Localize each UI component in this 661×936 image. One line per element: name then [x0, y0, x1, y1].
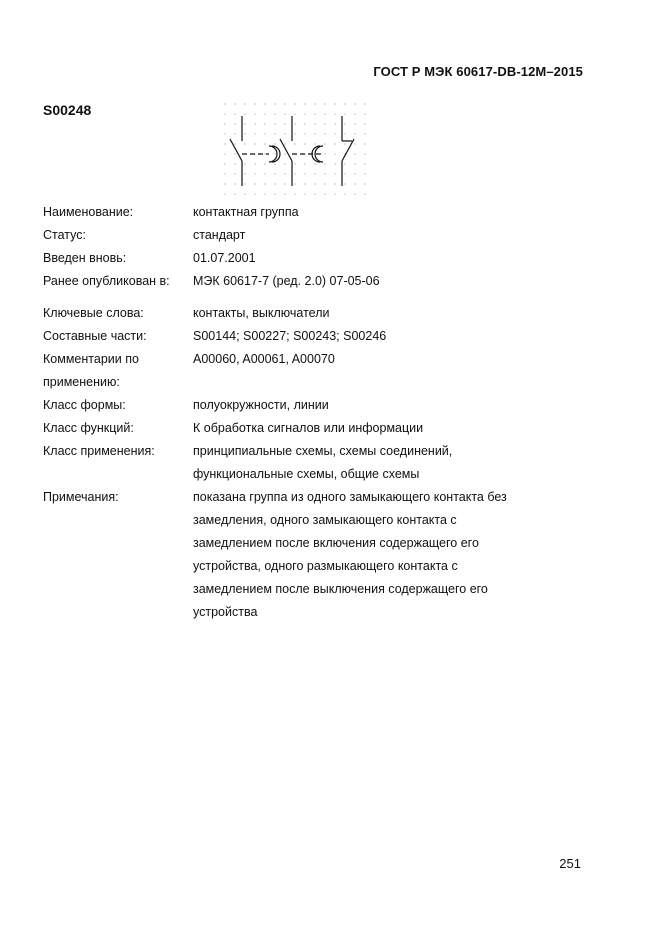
- field-value: [193, 224, 553, 247]
- field-label: [43, 486, 193, 509]
- field-value-line: замедления, одного замыкающего контакта с: [193, 513, 457, 527]
- field-value-line: замедлением после включения содержащего его: [193, 536, 479, 550]
- field-value: [193, 302, 553, 325]
- field-label: [43, 417, 193, 440]
- field-label-line: Ранее опубликован в:: [43, 274, 170, 288]
- field-label: [43, 224, 193, 247]
- field-value-line: A00060, A00061, A00070: [193, 352, 335, 366]
- field-value-line: контактная группа: [193, 205, 299, 219]
- document-standard-header: ГОСТ Р МЭК 60617-DB-12M–2015: [373, 64, 583, 79]
- field-value-line: стандарт: [193, 228, 246, 242]
- field-label-line: Ключевые слова:: [43, 306, 144, 320]
- field-value-line: функциональные схемы, общие схемы: [193, 467, 420, 481]
- field-label: [43, 302, 193, 325]
- field-value-line: S00144; S00227; S00243; S00246: [193, 329, 387, 343]
- field-value-line: 01.07.2001: [193, 251, 256, 265]
- field-value-line: полуокружности, линии: [193, 398, 329, 412]
- field-label: [43, 270, 193, 293]
- field-value-line: контакты, выключатели: [193, 306, 330, 320]
- field-value-line: устройства: [193, 605, 258, 619]
- field-value-line: принципиальные схемы, схемы соединений,: [193, 444, 453, 458]
- field-value: [193, 417, 553, 440]
- field-value: [193, 486, 553, 624]
- field-label: [43, 247, 193, 270]
- contact-group-symbol-icon: [222, 101, 372, 206]
- field-label: [43, 440, 193, 463]
- field-label-line: Статус:: [43, 228, 86, 242]
- field-value-line: показана группа из одного замыкающего контакта без: [193, 490, 507, 504]
- field-label-line: применению:: [43, 375, 120, 389]
- field-value: [193, 325, 553, 348]
- field-value: [193, 440, 553, 486]
- field-label-line: Класс формы:: [43, 398, 126, 412]
- field-label-line: Введен вновь:: [43, 251, 127, 265]
- field-value: [193, 201, 553, 224]
- field-value: [193, 270, 553, 293]
- field-label: [43, 325, 193, 348]
- field-label-line: Наименование:: [43, 205, 134, 219]
- field-value-line: замедлением после выключения содержащего его: [193, 582, 488, 596]
- page-number: 251: [559, 856, 581, 871]
- field-value: [193, 247, 553, 270]
- field-label: [43, 394, 193, 417]
- symbol-code: S00248: [43, 102, 92, 118]
- field-label: [43, 201, 193, 224]
- field-value-line: устройства, одного размыкающего контакта с: [193, 559, 458, 573]
- field-value-line: МЭК 60617-7 (ред. 2.0) 07-05-06: [193, 274, 380, 288]
- field-label-line: Примечания:: [43, 490, 119, 504]
- field-label-line: Класс функций:: [43, 421, 134, 435]
- field-label-line: Класс применения:: [43, 444, 155, 458]
- field-label-line: Комментарии по: [43, 352, 139, 366]
- field-label-line: Составные части:: [43, 329, 147, 343]
- field-value: [193, 394, 553, 417]
- field-value: [193, 348, 553, 371]
- field-label: [43, 348, 193, 394]
- field-value-line: К обработка сигналов или информации: [193, 421, 424, 435]
